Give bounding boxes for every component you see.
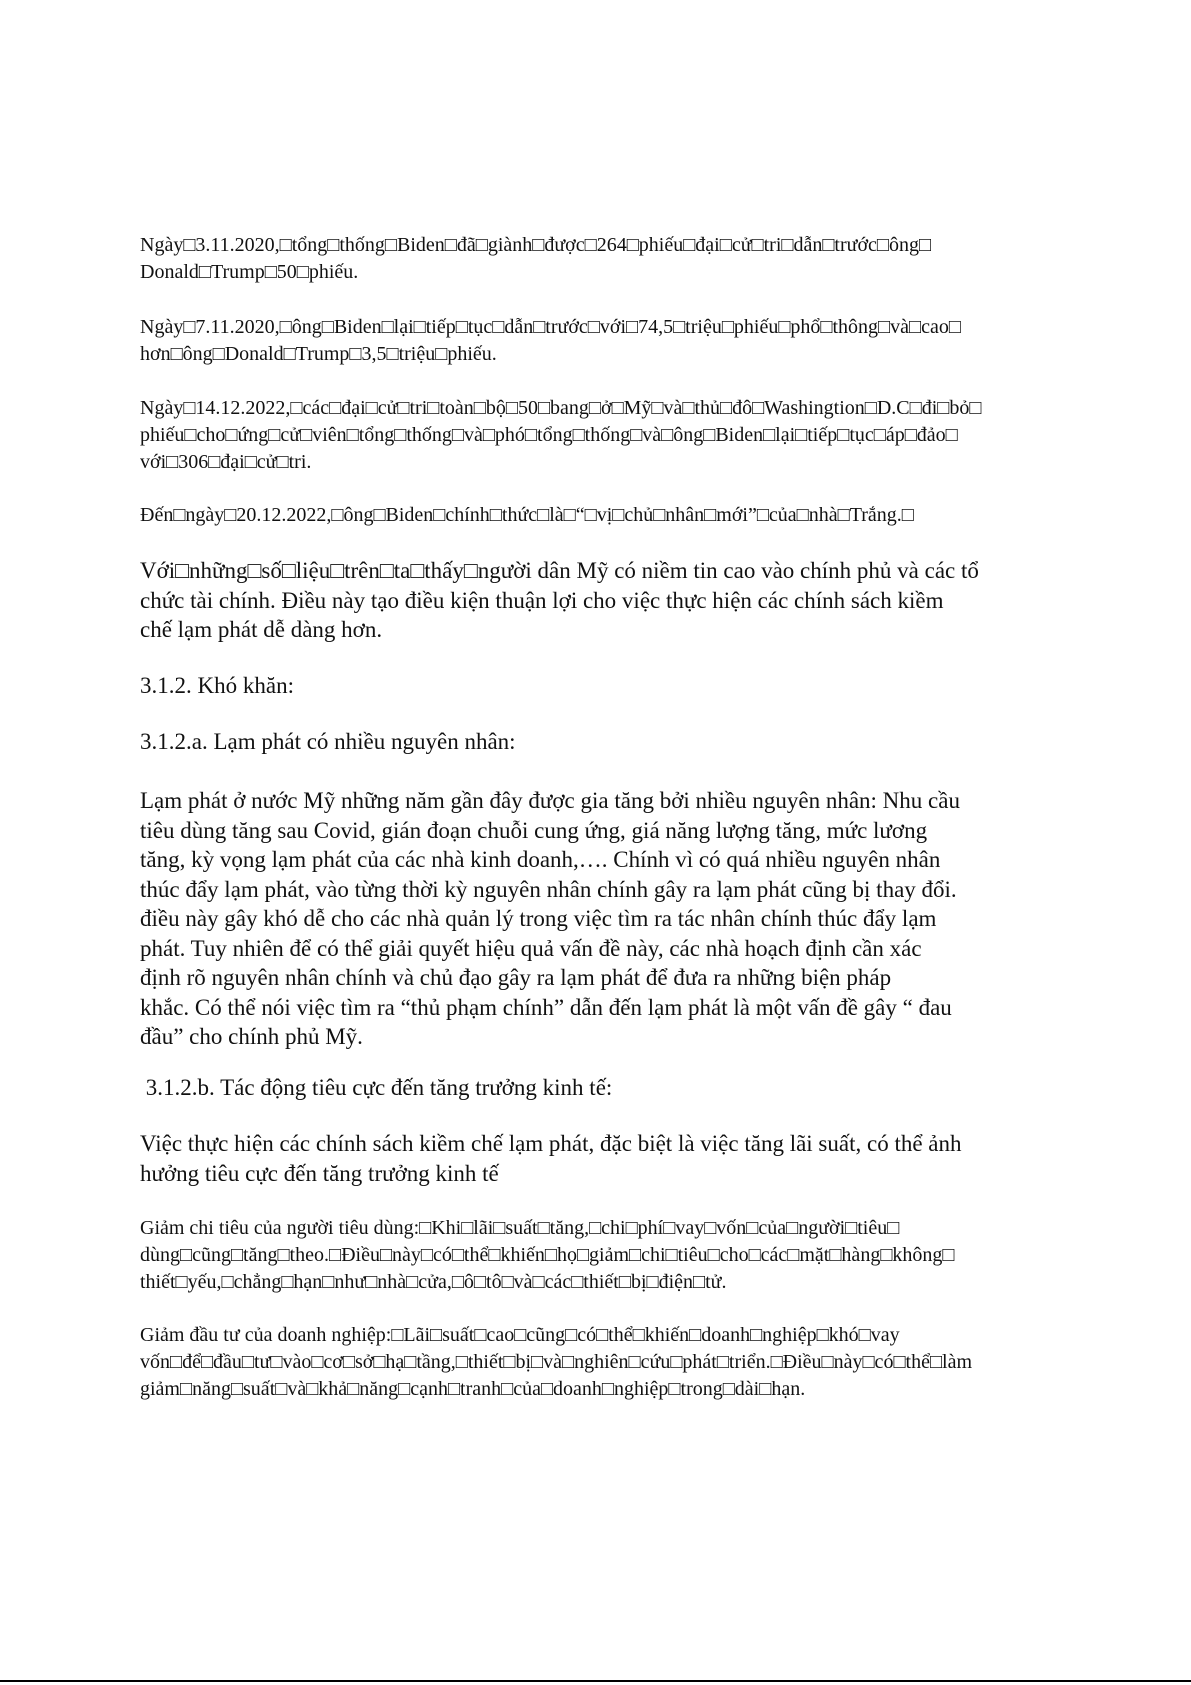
text-line: chức tài chính. Điều này tạo điều kiện thuận lợi cho việc thực hiện các chính sách kiềm (140, 587, 944, 613)
text-line: khắc. Có thể nói việc tìm ra “thủ phạm chính” dẫn đến lạm phát là một vấn đề gây “ đau (140, 994, 952, 1020)
text-line: giảm□năng□suất□và□khả□năng□cạnh□tranh□của□doanh□nghiệp□trong□dài□hạn. (140, 1378, 806, 1400)
text-line: Ngày□14.12.2022,□các□đại□cử□tri□toàn□bộ□50□bang□ở□Mỹ□và□thủ□đô□Washingtion□D.C□đi□bỏ□ (140, 397, 982, 419)
text-line: hưởng tiêu cực đến tăng trưởng kinh tế (140, 1160, 499, 1186)
text-line: phát. Tuy nhiên để có thể giải quyết hiệu quả vấn đề này, các nhà hoạch định cần xác (140, 935, 922, 961)
paragraph-electors-dec-14 (140, 395, 981, 476)
heading-difficulties (140, 671, 294, 700)
text-line: hơn□ông□Donald□Trump□3,5□triệu□phiếu. (140, 343, 497, 365)
text-line: điều này gây khó dễ cho các nhà quản lý trong việc tìm ra tác nhân chính thúc đẩy lạm (140, 906, 937, 931)
text-line: phiếu□cho□ứng□cử□viên□tổng□thống□và□phó□tổng□thống□và□ông□Biden□lại□tiếp□tục□áp□đảo□ (140, 424, 958, 446)
text-line: Giảm chi tiêu của người tiêu dùng:□Khi□lãi□suất□tăng,□chi□phí□vay□vốn□của□người□tiêu□ (140, 1217, 900, 1239)
text-line: dùng□cũng□tăng□theo.□Điều□này□có□thể□khiến□họ□giảm□chi□tiêu□cho□các□mặt□hàng□không□ (140, 1244, 955, 1266)
text-line: Việc thực hiện các chính sách kiềm chế lạm phát, đặc biệt là việc tăng lãi suất, có thể ảnh (140, 1131, 962, 1156)
text-line: Lạm phát ở nước Mỹ những năm gần đây được gia tăng bởi nhiều nguyên nhân: Nhu cầu (140, 788, 960, 813)
paragraph-election-nov-3 (140, 232, 931, 286)
text-line: định rõ nguyên nhân chính và chủ đạo gây ra lạm phát để đưa ra những biện pháp (140, 965, 892, 990)
heading-text: 3.1.2.b. Tác động tiêu cực đến tăng trưởng kinh tế: (140, 1075, 613, 1100)
text-line: Ngày□7.11.2020,□ông□Biden□lại□tiếp□tục□dẫn□trước□với□74,5□triệu□phiếu□phổ□thông□và□cao□ (140, 316, 961, 338)
text-line: tăng, kỳ vọng lạm phát của các nhà kinh doanh,…. Chính vì có quá nhiều nguyên nhân (140, 847, 941, 872)
paragraph-election-nov-7 (140, 314, 961, 368)
text-line: Với□những□số□liệu□trên□ta□thấy□người dân Mỹ có niềm tin cao vào chính phủ và các tổ (140, 558, 979, 583)
text-line: tiêu dùng tăng sau Covid, gián đoạn chuỗi cung ứng, giá năng lượng tăng, mức lương (140, 817, 928, 843)
paragraph-consumer-spending (140, 1215, 954, 1296)
text-line: với□306□đại□cử□tri. (140, 451, 312, 473)
text-line: thúc đẩy lạm phát, vào từng thời kỳ nguyên nhân chính gây ra lạm phát cũng bị thay đổi. (140, 876, 957, 902)
text-line: Donald□Trump□50□phiếu. (140, 261, 359, 283)
text-line: Đến□ngày□20.12.2022,□ông□Biden□chính□thức□là□“□vị□chủ□nhân□mới”□của□nhà□Trắng.□ (140, 504, 914, 526)
paragraph-policy-impact (140, 1129, 962, 1188)
text-line: đầu” cho chính phủ Mỹ. (140, 1024, 363, 1049)
text-line: thiết□yếu,□chẳng□hạn□như□nhà□cửa,□ô□tô□và□các□thiết□bị□điện□tử. (140, 1271, 727, 1293)
text-line: chế lạm phát dễ dàng hơn. (140, 617, 383, 642)
page-bottom-rule (0, 1680, 1191, 1682)
heading-text: 3.1.2.a. Lạm phát có nhiều nguyên nhân: (140, 729, 516, 754)
text-line: vốn□để□đầu□tư□vào□cơ□sở□hạ□tầng,□thiết□bị□và□nghiên□cứu□phát□triển.□Điều□này□có□thể□làm (140, 1351, 973, 1373)
heading-text: 3.1.2. Khó khăn: (140, 673, 294, 698)
text-line: Giảm đầu tư của doanh nghiệp:□Lãi□suất□cao□cũng□có□thể□khiến□doanh□nghiệp□khó□vay (140, 1324, 900, 1346)
paragraph-inflation-causes (140, 786, 960, 1052)
heading-negative-impact (140, 1073, 612, 1102)
paragraph-dec-20 (140, 502, 914, 529)
text-line: Ngày□3.11.2020,□tổng□thống□Biden□đã□giành□được□264□phiếu□đại□cử□tri□dẫn□trước□ông□ (140, 234, 932, 256)
heading-inflation-causes (140, 727, 516, 756)
paragraph-public-trust (140, 556, 979, 645)
paragraph-business-investment (140, 1322, 972, 1403)
